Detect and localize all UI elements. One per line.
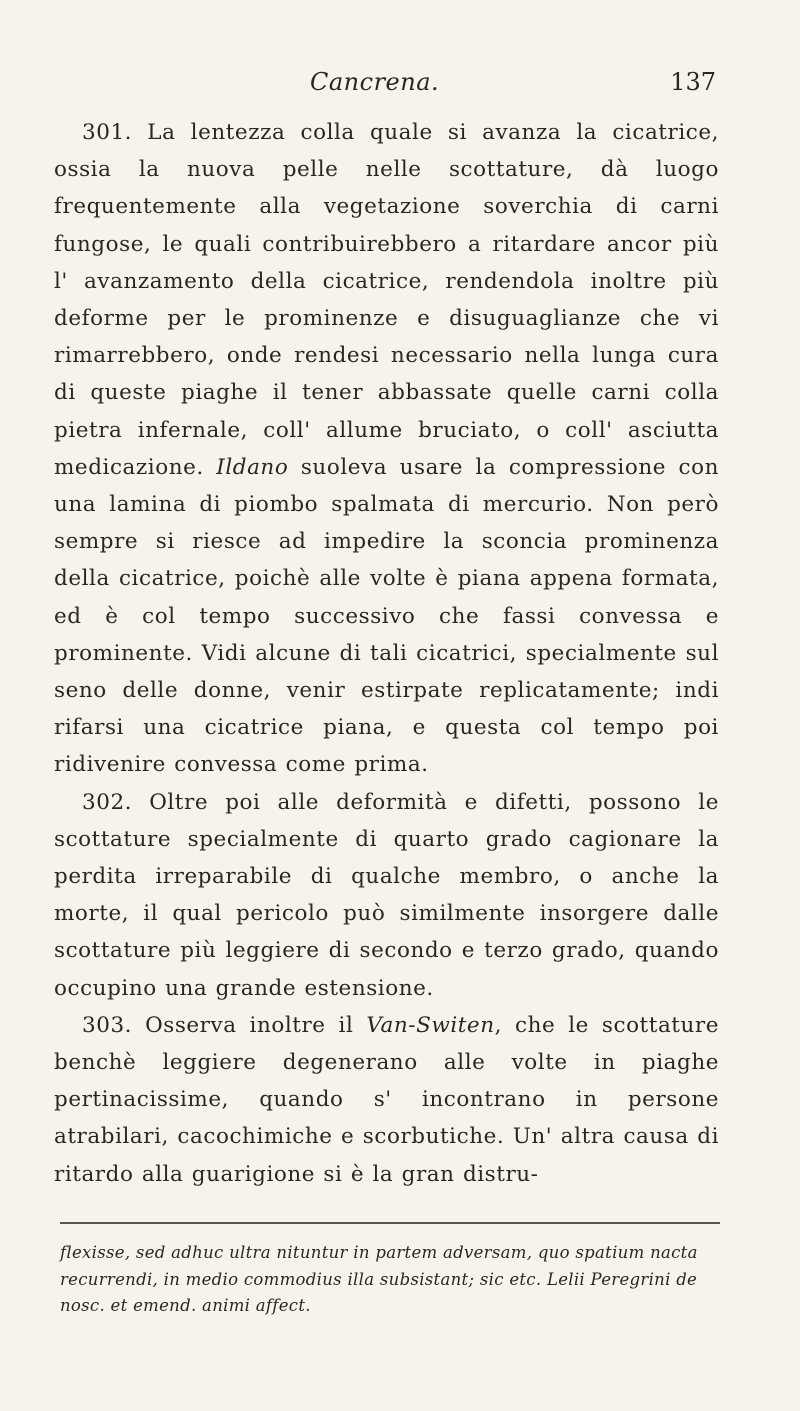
paragraph-text-continued: , che le scottature benchè leggiere degenerano alle volte in piaghe pertinacissime, quando s' incontrano in persone atrabilari, cacochimiche e scorbutiche. Un' altra causa di ritardo alla guarigione si è la gran distru- [54, 1012, 719, 1187]
paragraph-text: Oltre poi alle deformità e difetti, possono le scottature specialmente di quarto grado cagionare la perdita irreparabile di qualche membro, o anche la morte, il qual pericolo può similmente insorgere dalle scottature più leggiere di secondo e terzo grado, quando occupino una grande estensione. [54, 789, 719, 1001]
paragraph-number: 302. [82, 789, 133, 815]
paragraph-text: La lentezza colla quale si avanza la cicatrice, ossia la nuova pelle nelle scottature, dà luogo frequentemente alla vegetazione soverchia di carni fungose, le quali contribuirebbero a ritardare ancor più l' avanzamento della cicatrice, rendendola inoltre più deforme per le prominenze e disuguaglianze che vi rimarrebbero, onde rendesi necessario nella lunga cura di queste piaghe il tener abbassate quelle carni colla pietra infernale, coll' allume bruciato, o coll' asciutta medicazione. [54, 120, 720, 480]
paragraph-text: Osserva inoltre il [145, 1012, 354, 1038]
paragraph-303 [54, 1007, 719, 1193]
paragraph-number: 301. [82, 120, 133, 145]
paragraph-number: 303. [82, 1012, 133, 1038]
footnote-divider [60, 1222, 720, 1224]
footnote [60, 1240, 720, 1320]
page-header [200, 68, 716, 108]
author-name: Van-Switen [366, 1012, 495, 1038]
footnote-text: flexisse, sed adhuc ultra nituntur in partem adversam, quo spatium nacta recurrendi, in medio commodius illa subsistant; sic etc. Lelii Peregrini de nosc. et emend. animi affect. [60, 1243, 698, 1315]
body-text [54, 114, 719, 1193]
running-title: Cancrena. [310, 68, 440, 96]
paragraph-302 [54, 784, 719, 1007]
paragraph-text-continued: suoleva usare la compressione con una lamina di piombo spalmata di mercurio. Non però sempre si riesce ad impedire la sconcia prominenza della cicatrice, poichè alle volte è piana appena formata, ed è col tempo successivo che fassi convessa e prominente. Vidi alcune di tali cicatrici, specialmente sul seno delle donne, venir estirpate replicatamente; indi rifarsi una cicatrice piana, e questa col tempo poi ridivenire convessa come prima. [54, 454, 720, 778]
paragraph-301 [54, 114, 719, 784]
page-number: 137 [670, 68, 716, 96]
author-name: Ildano [216, 454, 289, 480]
